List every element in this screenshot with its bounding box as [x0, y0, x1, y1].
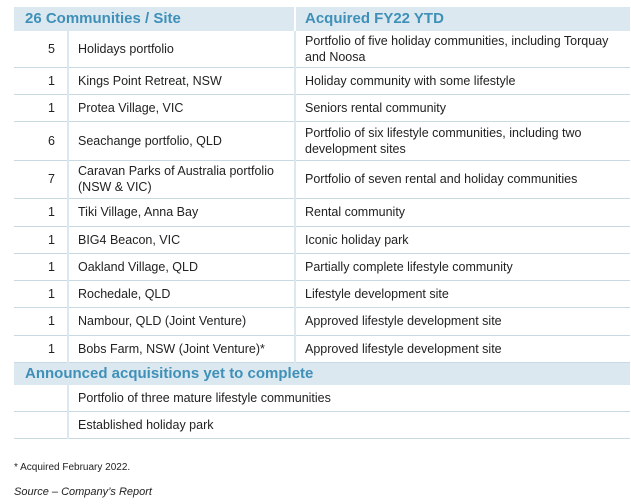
- description-cell: Portfolio of seven rental and holiday communities: [295, 160, 630, 198]
- table-row: [14, 67, 630, 94]
- site-cell: Oakland Village, QLD: [68, 253, 295, 280]
- table-row: [14, 335, 630, 362]
- description-cell: Holiday community with some lifestyle: [295, 67, 630, 94]
- table-row: [14, 307, 630, 335]
- count-cell: [14, 412, 68, 439]
- count-cell: 1: [14, 67, 68, 94]
- pending-row: [14, 385, 630, 412]
- table-row: [14, 160, 630, 198]
- count-cell: 6: [14, 121, 68, 160]
- site-cell: Protea Village, VIC: [68, 94, 295, 121]
- description-cell: Portfolio of five holiday communities, including Torquay and Noosa: [295, 31, 630, 67]
- count-cell: [14, 385, 68, 412]
- pending-row: [14, 412, 630, 439]
- section-title: Announced acquisitions yet to complete: [14, 362, 630, 385]
- description-cell: Portfolio of six lifestyle communities, including two development sites: [295, 121, 630, 160]
- count-cell: 1: [14, 94, 68, 121]
- acquisitions-table: [14, 7, 630, 439]
- footnote: * Acquired February 2022.: [14, 462, 131, 473]
- count-cell: 1: [14, 307, 68, 335]
- description-cell: Partially complete lifestyle community: [295, 253, 630, 280]
- description-cell: Approved lifestyle development site: [295, 307, 630, 335]
- table-row: [14, 253, 630, 280]
- header-row: [14, 7, 630, 31]
- site-cell: Caravan Parks of Australia portfolio (NSW & VIC): [68, 160, 295, 198]
- table-row: [14, 198, 630, 226]
- site-cell: Rochedale, QLD: [68, 280, 295, 307]
- count-cell: 1: [14, 335, 68, 362]
- site-cell: Kings Point Retreat, NSW: [68, 67, 295, 94]
- table-row: [14, 121, 630, 160]
- count-cell: 1: [14, 226, 68, 253]
- site-cell: Holidays portfolio: [68, 31, 295, 67]
- site-cell: BIG4 Beacon, VIC: [68, 226, 295, 253]
- count-cell: 5: [14, 31, 68, 67]
- site-cell: Seachange portfolio, QLD: [68, 121, 295, 160]
- table-row: [14, 31, 630, 67]
- source-note: Source – Company’s Report: [14, 486, 152, 498]
- pending-cell: Established holiday park: [68, 412, 630, 439]
- count-cell: 1: [14, 198, 68, 226]
- description-cell: Iconic holiday park: [295, 226, 630, 253]
- pending-cell: Portfolio of three mature lifestyle communities: [68, 385, 630, 412]
- description-cell: Rental community: [295, 198, 630, 226]
- table-row: [14, 226, 630, 253]
- description-cell: Lifestyle development site: [295, 280, 630, 307]
- header-acquired: Acquired FY22 YTD: [295, 7, 630, 31]
- table-row: [14, 280, 630, 307]
- count-cell: 1: [14, 253, 68, 280]
- site-cell: Nambour, QLD (Joint Venture): [68, 307, 295, 335]
- site-cell: Bobs Farm, NSW (Joint Venture)*: [68, 335, 295, 362]
- site-cell: Tiki Village, Anna Bay: [68, 198, 295, 226]
- description-cell: Approved lifestyle development site: [295, 335, 630, 362]
- header-communities: 26 Communities / Site: [14, 7, 295, 31]
- section-header-row: [14, 362, 630, 385]
- table-row: [14, 94, 630, 121]
- count-cell: 7: [14, 160, 68, 198]
- description-cell: Seniors rental community: [295, 94, 630, 121]
- count-cell: 1: [14, 280, 68, 307]
